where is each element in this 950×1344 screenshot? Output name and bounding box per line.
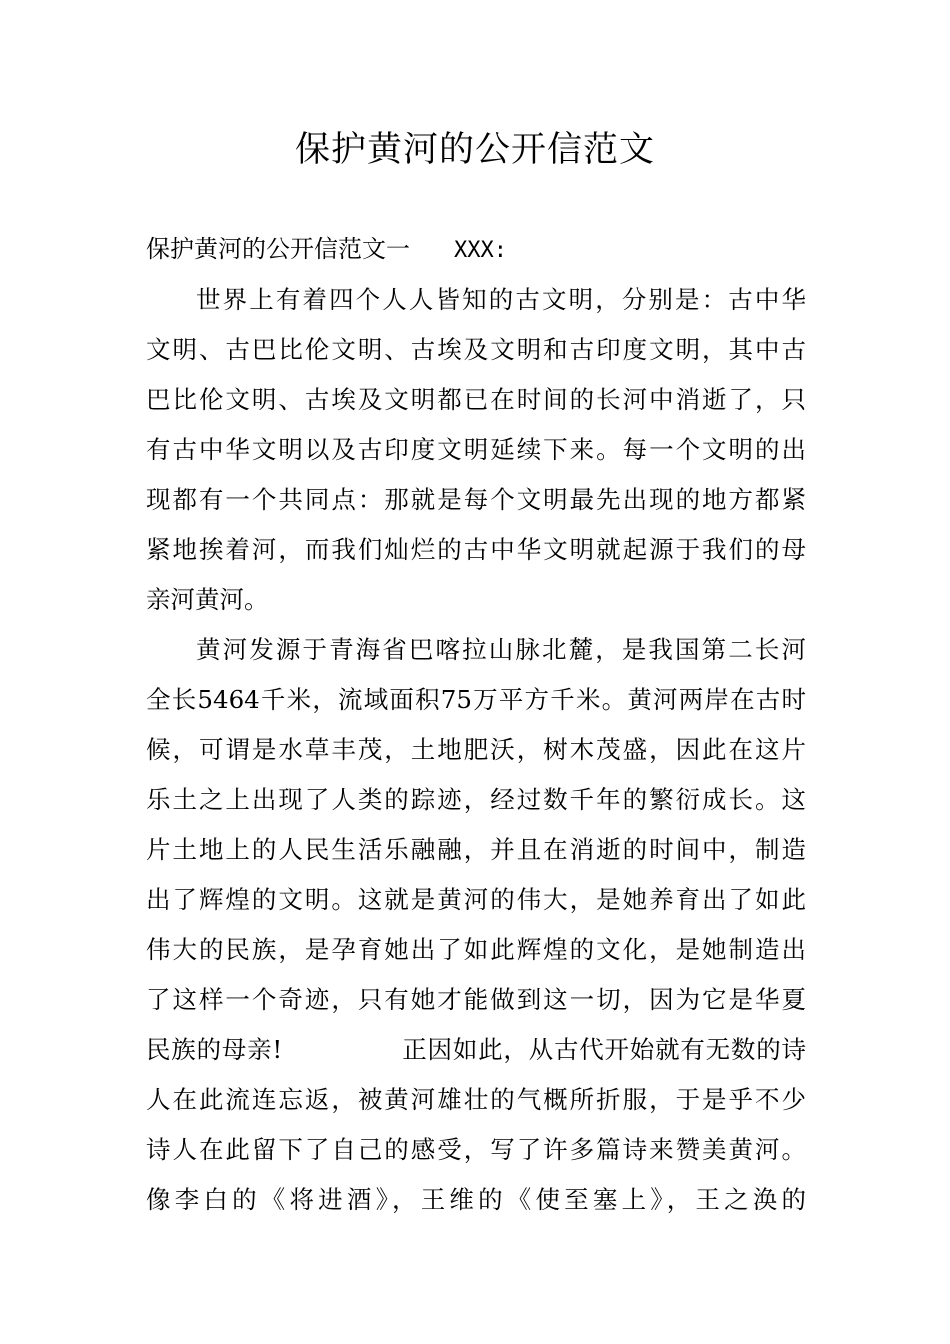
paragraph-line: 民族的母亲! 正因如此，从古代开始就有无数的诗 (146, 1035, 806, 1064)
paragraph-line: 人在此流连忘返，被黄河雄壮的气概所折服，于是乎不少 (146, 1085, 806, 1114)
paragraph-line: 伟大的民族，是孕育她出了如此辉煌的文化，是她制造出 (146, 935, 806, 964)
letter-subtitle: 保护黄河的公开信范文一 (146, 235, 410, 263)
paragraph-line: 世界上有着四个人人皆知的古文明，分别是：古中华 (196, 285, 806, 314)
paragraph-line: 黄河发源于青海省巴喀拉山脉北麓，是我国第二长河 (196, 635, 806, 664)
paragraph-line: 紧地挨着河，而我们灿烂的古中华文明就起源于我们的母 (146, 535, 806, 564)
paragraph-1 (146, 275, 806, 625)
paragraph-line: 片土地上的人民生活乐融融，并且在消逝的时间中，制造 (146, 835, 806, 864)
paragraph-line: 了这样一个奇迹，只有她才能做到这一切，因为它是华夏 (146, 985, 806, 1014)
paragraph-line: 巴比伦文明、古埃及文明都已在时间的长河中消逝了，只 (146, 385, 806, 414)
paragraph-line: 亲河黄河。 (146, 585, 269, 614)
paragraph-line: 文明、古巴比伦文明、古埃及文明和古印度文明，其中古 (146, 335, 806, 364)
paragraph-line: 有古中华文明以及古印度文明延续下来。每一个文明的出 (146, 435, 806, 464)
paragraph-line: 诗人在此留下了自己的感受，写了许多篇诗来赞美黄河。 (146, 1135, 806, 1164)
paragraph-line: 现都有一个共同点：那就是每个文明最先出现的地方都紧 (146, 485, 806, 514)
paragraph-line: 像李白的《将进酒》，王维的《使至塞上》，王之涣的 (146, 1185, 806, 1214)
letter-addressee: XXX: (454, 238, 507, 263)
paragraph-line: 候，可谓是水草丰茂，土地肥沃，树木茂盛，因此在这片 (146, 735, 806, 764)
paragraph-line: 出了辉煌的文明。这就是黄河的伟大，是她养育出了如此 (146, 885, 806, 914)
letter-heading (146, 229, 507, 271)
page-title: 保护黄河的公开信范文 (294, 130, 655, 170)
paragraph-line: 全长5464千米，流域面积75万平方千米。黄河两岸在古时 (146, 685, 806, 714)
paragraph-line: 乐土之上出现了人类的踪迹，经过数千年的繁衍成长。这 (146, 785, 806, 814)
paragraph-2 (146, 625, 806, 1225)
